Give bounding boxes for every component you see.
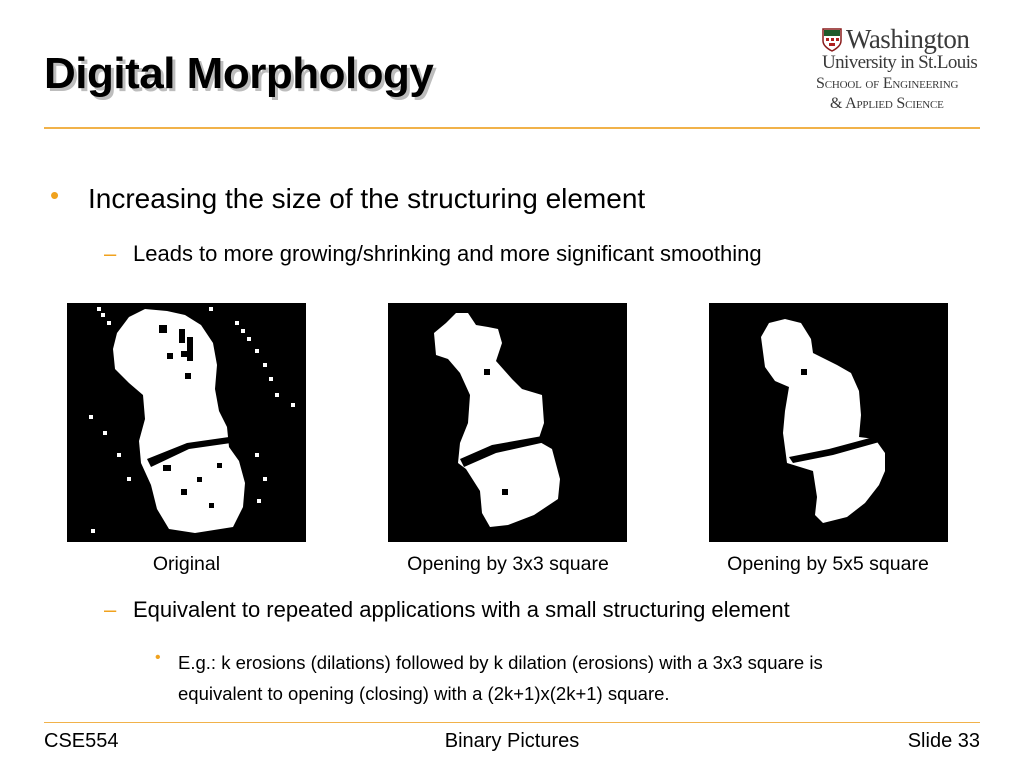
caption-opening-5x5: Opening by 5x5 square [727,553,929,575]
dash-marker: – [104,597,117,622]
detail-line-2: equivalent to opening (closing) with a (2k+1)x(2k+1) square. [178,683,670,704]
logo-text-applied-science: & Applied Science [830,95,944,112]
sub-bullet-equivalent: Equivalent to repeated applications with a small structuring element [133,597,790,622]
university-logo [816,22,986,116]
image-original [67,303,306,542]
logo-text-school: School of Engineering [816,75,959,92]
caption-opening-3x3: Opening by 3x3 square [407,553,609,575]
slide-title: Digital Morphology [44,49,434,98]
logo-text-university: University in St.Louis [822,52,978,73]
bullet-main: Increasing the size of the structuring element [88,183,646,214]
sub-bullet-smoothing: Leads to more growing/shrinking and more significant smoothing [133,241,762,266]
detail-bullet [178,647,988,709]
dash-marker: – [104,241,117,266]
image-opening-3x3 [388,303,627,542]
detail-line-1: E.g.: k erosions (dilations) followed by k dilation (erosions) with a 3x3 square is [178,652,823,673]
title-divider [44,127,980,129]
bullet-marker: • [155,649,161,666]
shield-icon [822,28,842,52]
bullet-marker: • [50,180,60,210]
footer-topic: Binary Pictures [444,730,580,752]
logo-text-washington: Washington [846,24,970,54]
footer-divider [44,722,980,723]
image-opening-5x5 [709,303,948,542]
caption-original: Original [152,553,221,575]
footer-course: CSE554 [44,730,119,752]
footer-slide-number: Slide 33 [907,730,980,752]
